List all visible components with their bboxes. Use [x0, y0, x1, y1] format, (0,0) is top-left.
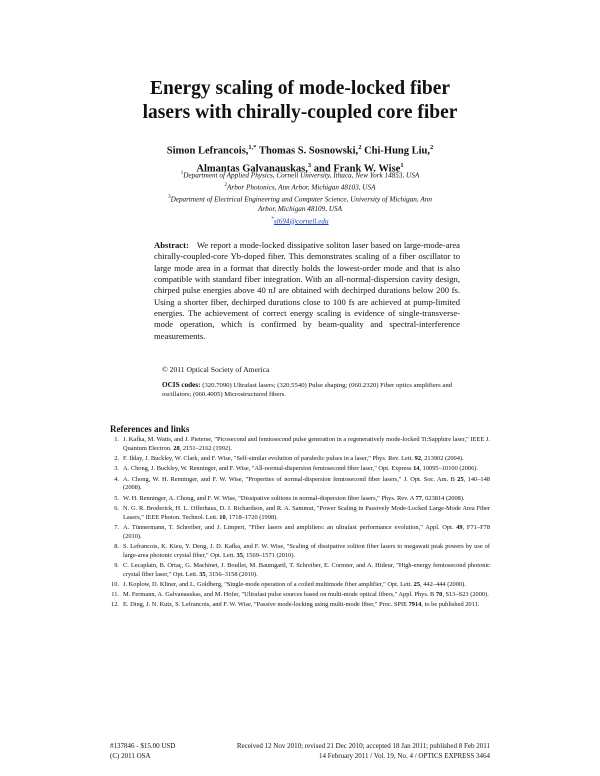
reference-volume: 25 [413, 580, 421, 588]
ocis-label: OCIS codes: [162, 381, 201, 389]
reference-item [110, 591, 490, 600]
affiliation-3-cont: Arbor, Michigan 48109, USA [257, 204, 343, 213]
author-name: Almantas Galvanauskas, [196, 163, 308, 174]
reference-number: 3. [114, 465, 119, 473]
footer-journal: 14 February 2011 / Vol. 19, No. 4 / OPTICS EXPRESS 3464 [319, 752, 490, 760]
reference-volume: 14 [413, 465, 420, 473]
author-name: Thomas S. Sosnowski, [258, 145, 359, 157]
reference-pages: , 213902 (2004). [421, 455, 464, 462]
author-affil-mark: 2 [430, 144, 434, 151]
author-name: Simon Lefrancois, [166, 145, 249, 157]
email-line [110, 215, 490, 227]
title-line-2: lasers with chirally-coupled core fiber [142, 102, 458, 123]
title-line-1: Energy scaling of mode-locked fiber [149, 78, 451, 99]
reference-number: 5. [114, 494, 119, 502]
reference-volume: 92 [414, 455, 422, 462]
reference-pages: , 023814 (2008). [421, 494, 465, 502]
reference-number: 7. [114, 523, 119, 531]
affil-mark: 3 [168, 194, 171, 200]
affil-text: Department of Electrical Engineering and Computer Science, University of Michigan, Ann [170, 195, 432, 204]
reference-number: 11. [111, 591, 119, 599]
affiliation-1 [110, 169, 490, 181]
reference-number: 4. [114, 475, 119, 483]
reference-number: 12. [111, 601, 119, 609]
reference-number: 2. [114, 455, 119, 462]
reference-pages: , 3156–3158 (2010). [205, 570, 258, 578]
reference-item [110, 543, 490, 560]
reference-item [110, 455, 490, 464]
abstract [154, 240, 460, 342]
reference-volume: 28 [173, 444, 180, 452]
reference-text: E. Ding, J. N. Kutz, S. Lefrancois, and F. W. Wise, "Passive mode-locking using multi-mode fiber," Proc. SPIE [123, 601, 407, 609]
reference-list [110, 436, 490, 612]
reference-volume: 25 [457, 475, 464, 483]
reference-text: A. Chong, J. Buckley, W. Renninger, and F. Wise, "All-normal-dispersion femtosecond fiber laser," Opt. Express [123, 465, 412, 473]
reference-pages: , S13–S23 (2000). [442, 591, 489, 599]
reference-text: C. Lecaplain, B. Ortaç, G. Machinet, J. Boullet, M. Baumgartl, T. Schreiber, E. Cormier, and A. Hideur, "High-energy femtosecond photonic crystal fiber laser," Opt. Lett. [123, 561, 490, 578]
reference-number: 1. [114, 436, 119, 443]
author-name: Frank W. Wise [333, 163, 401, 174]
reference-volume: 49 [456, 523, 463, 531]
affil-text: Department of Applied Physics, Cornell University, Ithaca, New York 14853, USA [183, 171, 420, 180]
author-affil-mark: 1,* [248, 144, 257, 151]
footer-copyright: (C) 2011 OSA [110, 752, 151, 760]
reference-pages: , to be published 2011. [421, 601, 480, 609]
reference-item [110, 601, 490, 610]
affiliation-3 [110, 193, 490, 205]
affil-text: Arbor Photonics, Ann Arbor, Michigan 48103, USA [227, 183, 376, 192]
email-link[interactable]: sl694@cornell.edu [273, 216, 329, 225]
reference-pages: , 10095–10100 (2006). [419, 465, 479, 473]
copyright-notice: © 2011 Optical Society of America [162, 365, 270, 374]
reference-number: 8. [114, 542, 119, 550]
reference-text: F. Ilday, J. Buckley, W. Clark, and F. Wise, "Self-similar evolution of parabolic pulses in a laser," Phys. Rev. Lett. [123, 455, 414, 462]
references-heading: References and links [110, 424, 190, 434]
affil-mark: 1 [180, 171, 184, 176]
author-line-1 [100, 141, 500, 159]
reference-item [110, 505, 490, 522]
affiliation-2 [110, 181, 490, 193]
reference-pages: , 1718–1720 (1998). [225, 513, 278, 521]
reference-volume: 70 [435, 591, 443, 599]
reference-item [110, 524, 490, 541]
reference-number: 6. [114, 504, 119, 512]
author-affil-mark: 1 [400, 161, 404, 169]
reference-text: M. Fermann, A. Galvanauskas, and M. Hofer, "Ultrafast pulse sources based on multi-mode optical fibers," Appl. Phys. B [123, 591, 435, 599]
reference-text: A. Chong, W. H. Renninger, and F. W. Wise, "Properties of normal-dispersion femtosecond fiber lasers," J. Opt. Soc. Am. B [123, 475, 455, 483]
reference-text: N. G. R. Broderick, H. L. Offerhaus, D. J. Richardson, and R. A. Sammut, "Power Scaling in Passively Mode-Locked Large-Mode Area Fiber Lasers," IEEE Photon. Technol. Lett. [123, 504, 490, 521]
footer-left [110, 741, 175, 761]
reference-text: W. H. Renninger, A. Chong, and F. W. Wise, "Dissipative solitons in normal-dispersion fiber lasers," Phys. Rev. A [123, 494, 414, 502]
author-name: Chi-Hung Liu, [364, 145, 431, 157]
author-affil-mark: 2 [358, 144, 362, 151]
reference-text: A. Tünnermann, T. Schreiber, and J. Limpert, "Fiber lasers and amplifiers: an ultrafast performance evolution," Appl. Opt. [123, 523, 454, 531]
affiliation-list [110, 169, 490, 227]
reference-pages: , 2151–2162 (1992). [179, 444, 232, 452]
reference-volume: 10 [219, 513, 226, 521]
ocis-text: (320.7090) Ultrafast lasers; (320.5540) Pulse shaping; (060.2320) Fiber optics amplifiers and oscillators; (060.4005) Microstructured fibers. [162, 382, 453, 399]
paper-title [60, 77, 540, 125]
reference-pages: , 1569–1571 (2010). [242, 551, 296, 559]
ocis-codes [162, 381, 462, 400]
reference-item [110, 581, 490, 590]
abstract-text: We report a mode-locked dissipative soliton laser based on large-mode-area chirally-coupled-core Yb-doped fiber. This demonstrates scaling of a fiber oscillator to large mode area in a format that directly holds the lowest-order mode and that is also compatible with standard fiber integration. With an all-normal-dispersion cavity design, chirped pulse energies above 40 nJ are obtained with dechirped durations below 200 fs. Using a shorter fiber, dechirped durations close to 100 fs are achieved at pump-limited energies. The achievement of correct energy scaling is evidence of single-transverse-mode operation, which is confirmed by beam-quality and spectral-interference measurements. [154, 240, 460, 341]
reference-item [110, 436, 490, 453]
affil-mark: 2 [224, 182, 227, 188]
email-mark: * [271, 216, 274, 222]
footer-dates: Received 12 Nov 2010; revised 21 Dec 2010; accepted 18 Jan 2011; published 8 Feb 2011 [236, 742, 490, 750]
reference-number: 9. [114, 561, 119, 569]
author-affil-mark: 3 [307, 161, 312, 169]
reference-pages: , F71–F78 (2010). [123, 523, 491, 540]
reference-text: J. Koplow, D. Kliner, and L. Goldberg, "Single-mode operation of a coiled multimode fiber amplifier," Opt. Lett. [123, 580, 413, 588]
reference-volume: 7914 [408, 601, 422, 609]
author-conjunction: and [313, 163, 331, 174]
reference-pages: , 442–444 (2000). [420, 580, 466, 588]
reference-number: 10. [111, 580, 119, 588]
reference-item [110, 476, 490, 493]
reference-volume: 77 [415, 494, 422, 502]
reference-volume: 35 [199, 570, 206, 578]
footer-right [237, 741, 490, 761]
reference-item [110, 465, 490, 474]
reference-text: J. Kafka, M. Watts, and J. Pieterse, "Picosecond and femtosecond pulse generation in a regeneratively mode-locked Ti:Sapphire laser," IEEE J. Quantum Electron. [123, 436, 490, 452]
abstract-label: Abstract: [154, 240, 189, 250]
reference-volume: 35 [236, 551, 243, 559]
reference-pages: , 140–148 (2008). [123, 475, 490, 492]
footer-price: #137846 - $15.00 USD [110, 742, 176, 750]
reference-item [110, 495, 490, 504]
reference-text: S. Lefrancois, K. Kieu, Y. Deng, J. D. Kafka, and F. W. Wise, "Scaling of dissipative soliton fiber lasers to megawatt peak powers by use of large-area photonic crystal fiber," Opt. Lett. [123, 542, 490, 559]
reference-item [110, 562, 490, 579]
